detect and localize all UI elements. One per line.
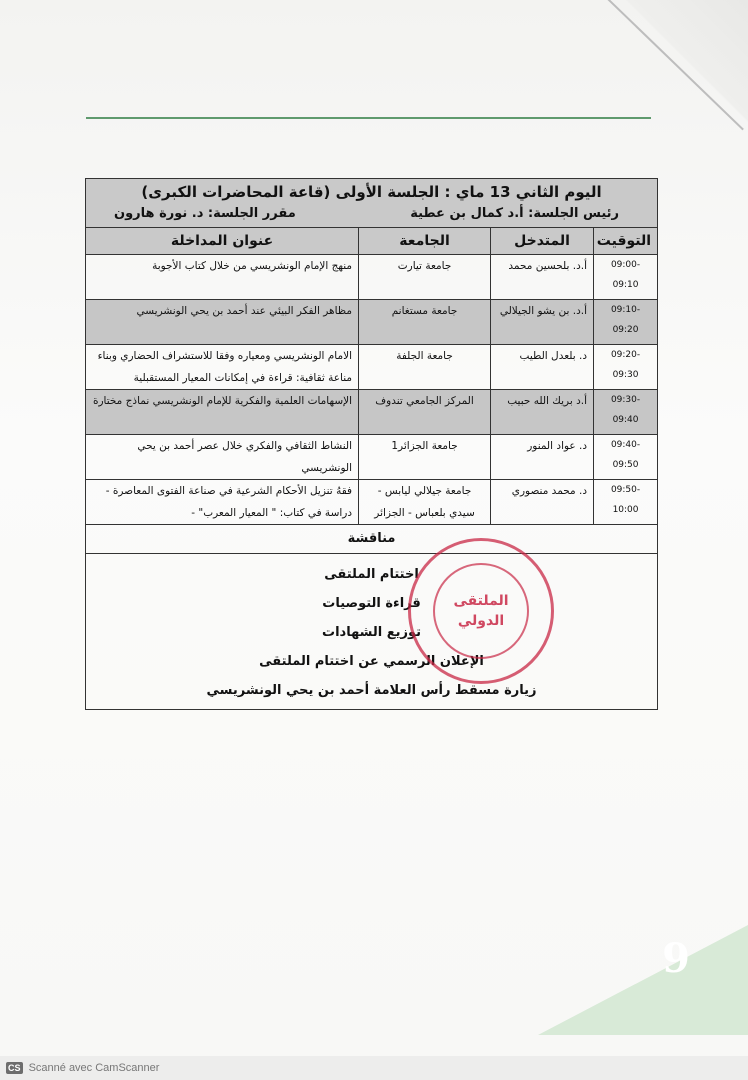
title-cell: منهج الإمام الونشريسي من خلال كتاب الأجوبة (86, 255, 359, 300)
university-cell: جامعة مستغانم (359, 300, 491, 345)
closing-item: الإعلان الرسمي عن اختتام الملتقى (259, 654, 484, 669)
session-title: اليوم الثاني 13 ماي : الجلسة الأولى (قاعة المحاضرات الكبرى) (141, 183, 602, 201)
session-rapporteur: مقرر الجلسة: د. نورة هارون (114, 206, 296, 221)
stamp-text: الملتقى الدولي (453, 593, 509, 629)
session-chairs (94, 203, 649, 225)
time-cell: 09:40-09:50 (594, 435, 658, 480)
university-cell: جامعة الجلفة (359, 345, 491, 390)
table-row (86, 300, 658, 345)
closing-item: زيارة مسقط رأس العلامة أحمد بن يحي الونشريسي (206, 683, 537, 698)
top-divider (86, 117, 651, 119)
university-cell: المركز الجامعي تندوف (359, 390, 491, 435)
title-cell: فقهُ تنزيل الأحكام الشرعية في صناعة الفتوى المعاصرة - دراسة في كتاب: " المعيار المعرب" - (86, 480, 359, 525)
speaker-cell: د. محمد منصوري (491, 480, 594, 525)
column-header-row (86, 228, 658, 255)
time-cell: 09:00-09:10 (594, 255, 658, 300)
scanner-watermark-text: Scanné avec CamScanner (28, 1062, 160, 1074)
page-number: 9 (662, 935, 690, 982)
closing-row (86, 554, 658, 710)
university-cell: جامعة تيارت (359, 255, 491, 300)
speaker-cell: أ.د. بلحسين محمد (491, 255, 594, 300)
column-header-time: التوقيت (594, 228, 658, 255)
session-chair: رئيس الجلسة: أ.د كمال بن عطية (410, 206, 620, 221)
time-cell: 09:10-09:20 (594, 300, 658, 345)
page-corner-fold (598, 0, 748, 150)
column-header-title: عنوان المداخلة (86, 228, 359, 255)
camscanner-logo-icon: CS (8, 1063, 21, 1073)
session-schedule-table (85, 178, 658, 710)
title-cell: مظاهر الفكر البيئي عند أحمد بن يحي الونشريسي (86, 300, 359, 345)
closing-item: اختتام الملتقى (324, 567, 419, 582)
table-row (86, 255, 658, 300)
title-cell: النشاط الثقافي والفكري خلال عصر أحمد بن يحي الونشريسي (86, 435, 359, 480)
closing-item: قراءة التوصيات (322, 596, 421, 611)
session-header-row (86, 179, 658, 228)
scanner-watermark (6, 1062, 159, 1074)
time-cell: 09:20-09:30 (594, 345, 658, 390)
closing-cell (86, 554, 658, 710)
speaker-cell: أ.د بريك الله حبيب (491, 390, 594, 435)
title-cell: الامام الونشريسي ومعياره وفقا للاستشراف الحضاري وبناء مناعة ثقافية: قراءة في إمكانات المعيار المستقبلية (86, 345, 359, 390)
university-cell: جامعة جيلالي ليابس - سيدي بلعباس - الجزائر (359, 480, 491, 525)
session-header-cell (86, 179, 658, 228)
table-row (86, 345, 658, 390)
table-row (86, 435, 658, 480)
discussion-label: مناقشة (86, 525, 658, 554)
closing-item: توزيع الشهادات (322, 625, 422, 640)
speaker-cell: أ.د. بن يشو الجيلالي (491, 300, 594, 345)
title-cell: الإسهامات العلمية والفكرية للإمام الونشريسي نماذج مختارة (86, 390, 359, 435)
speaker-cell: د. بلعدل الطيب (491, 345, 594, 390)
time-cell: 09:30-09:40 (594, 390, 658, 435)
column-header-university: الجامعة (359, 228, 491, 255)
university-cell: جامعة الجزائر1 (359, 435, 491, 480)
speaker-cell: د. عواد المنور (491, 435, 594, 480)
table-row (86, 390, 658, 435)
discussion-row (86, 525, 658, 554)
column-header-speaker: المتدخل (491, 228, 594, 255)
time-cell: 09:50-10:00 (594, 480, 658, 525)
table-row (86, 480, 658, 525)
